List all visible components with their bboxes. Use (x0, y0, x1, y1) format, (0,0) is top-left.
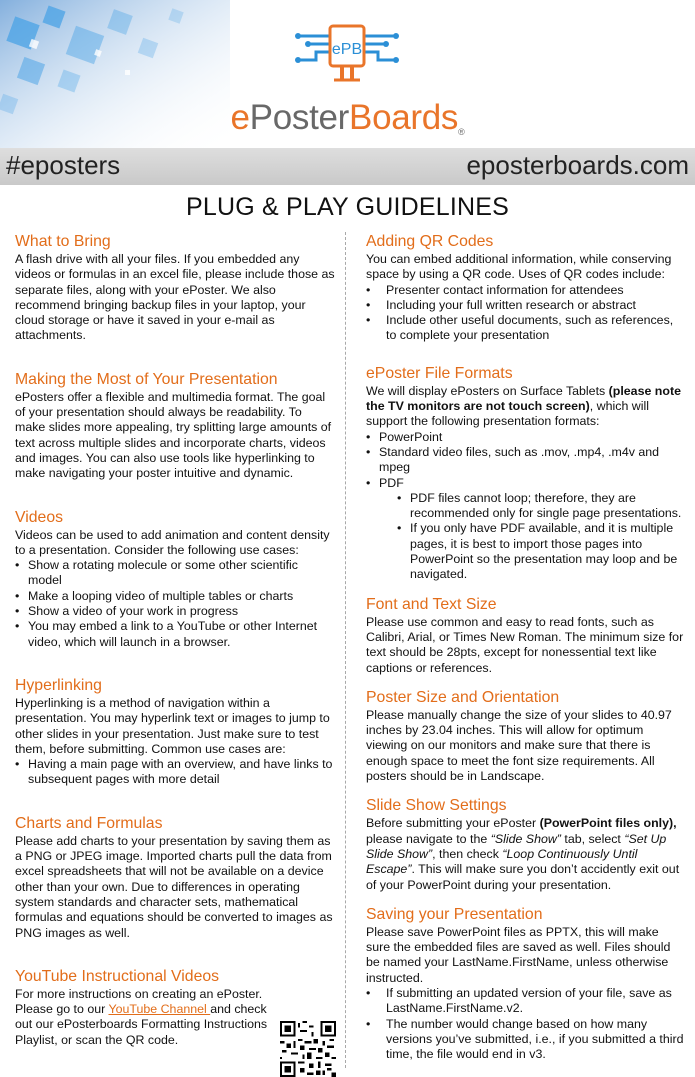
section-heading: YouTube Instructional Videos (15, 967, 220, 985)
body-emphasis: “Loop Continuously Until Escape” (366, 846, 638, 877)
section-heading: What to Bring (15, 233, 111, 250)
body-bold: (PowerPoint files only), (539, 816, 677, 831)
section-videos (15, 508, 335, 650)
list-item: • PowerPoint (366, 430, 686, 445)
section-body: Please add charts to your presentation by saving them as a PNG or JPEG image. Imported charts pull the data from excel spreadsheets that will not be available on a device other than your own. Due to differences in operating system standards and character sets, mathematical formulas and equations should be converted to images as PNG images as well. (15, 833, 333, 940)
section-heading: Poster Size and Orientation (366, 688, 560, 706)
list-item: • PDF files cannot loop; therefore, they are recommended only for single page presentations. (397, 491, 686, 522)
right-column (366, 232, 686, 1062)
body-text: please navigate to the (366, 831, 491, 846)
body-text: We will display ePosters on Surface Tablets (366, 383, 609, 398)
list-item: • You may embed a link to a YouTube or other Internet video, which will launch in a browser. (15, 619, 335, 650)
body-emphasis: “Slide Show” (490, 831, 561, 846)
brand-name (0, 98, 695, 138)
body-emphasis: “Set Up Slide Show” (366, 831, 667, 861)
section-body: Please save PowerPoint files as PPTX, this will make sure the embedded files are saved as well. Files should be named your LastName.FirstName, unless otherwise instructed. (366, 924, 671, 985)
body-text: Before submitting your ePoster (366, 816, 540, 831)
section-qr-codes (366, 232, 686, 344)
list-item: • If submitting an updated version of your file, save as LastName.FirstName.v2. (366, 986, 686, 1017)
section-heading: ePoster File Formats (366, 364, 513, 382)
section-body: A flash drive with all your files. If you embedded any videos or formulas in an excel file, please include those as separate files, along with your ePoster. We also recommend bringing backup files in your laptop, your cloud storage or have it saved in your e-mail as attachments. (15, 252, 335, 343)
body-text: tab, select (560, 831, 625, 846)
section-font-size (366, 595, 686, 676)
section-body (15, 987, 277, 1048)
list-item: • PDF (366, 476, 686, 491)
list-item: • Including your full written research or abstract (366, 298, 686, 313)
hashtag-band (0, 148, 695, 185)
section-body: ePosters offer a flexible and multimedia format. The goal of your presentation should always be readability. To make slides more appealing, try splitting large amounts of text across multiple slides and incorporate charts, videos and images. You can also use tools like hyperlinking to make navigating your poster intuitive and dynamic. (15, 389, 332, 481)
brand-name-poster: Poster (249, 98, 350, 137)
section-heading: Saving your Presentation (366, 905, 543, 923)
youtube-text-after: and check out our ePosterboards Formatting Instructions Playlist, or scan the QR code. (15, 1002, 268, 1047)
section-body (366, 384, 686, 430)
section-slideshow (366, 796, 686, 892)
section-body: Please manually change the size of your slides to 40.97 inches by 23.04 inches. This will allow for optimum viewing on our monitors and make sure that there is enough space to meet the font size requirements. All posters should be in Landscape. (366, 707, 672, 784)
section-heading: Slide Show Settings (366, 797, 507, 815)
section-body: You can embed additional information, while conserving space by using a QR code. Uses of QR codes include: (366, 252, 672, 282)
body-bold-note: (please note the TV monitors are not touch screen) (366, 383, 681, 414)
section-poster-size (366, 688, 686, 784)
list-item: • Show a rotating molecule or some other scientific model (15, 558, 335, 589)
body-text: , then check (432, 846, 503, 861)
section-heading: Charts and Formulas (15, 814, 163, 832)
section-charts-formulas (15, 814, 335, 941)
list-item: • Make a looping video of multiple tables or charts (15, 589, 335, 604)
section-body: Please use common and easy to read fonts, such as Calibri, Arial, or Times New Roman. The minimum size for text should be 28pts, except for nonessential text like captions or references. (366, 614, 684, 675)
section-saving (366, 905, 686, 1063)
website-link[interactable]: eposterboards.com (466, 150, 689, 180)
section-heading: Font and Text Size (366, 595, 497, 613)
section-heading: Videos (15, 508, 64, 526)
section-heading: Hyperlinking (15, 676, 102, 694)
left-column (15, 232, 335, 1048)
section-body: Videos can be used to add animation and content density to a presentation. Consider the following use cases: (15, 527, 330, 557)
hashtag-text: #eposters (6, 150, 121, 180)
section-body (366, 816, 686, 892)
list-item: • Include other useful documents, such as references, to complete your presentation (366, 313, 686, 344)
section-what-to-bring (15, 232, 335, 344)
section-hyperlinking (15, 676, 335, 788)
section-heading: Making the Most of Your Presentation (15, 370, 278, 388)
list-item: • The number would change based on how many versions you’ve submitted, i.e., if you submitted a third time, the file would end in v3. (366, 1017, 686, 1063)
list-item: • If you only have PDF available, and it is multiple pages, it is best to import those pages into PowerPoint so the presentation may loop and be navigated. (397, 521, 686, 582)
section-heading: Adding QR Codes (366, 233, 494, 250)
brand-name-e: e (230, 98, 250, 137)
page-title: PLUG & PLAY GUIDELINES (185, 193, 510, 221)
youtube-channel-link[interactable]: YouTube Channel (108, 1002, 211, 1017)
header-area (0, 0, 695, 148)
youtube-text-before: For more instructions on creating an ePoster. Please go to our (15, 986, 263, 1017)
qr-code (280, 1021, 336, 1077)
list-item: • Presenter contact information for attendees (366, 283, 686, 298)
body-text: , which will support the following presentation formats: (366, 399, 649, 429)
registered-mark: ® (458, 127, 465, 137)
list-item: • Having a main page with an overview, and have links to subsequent pages with more detail (15, 757, 335, 788)
section-file-formats (366, 364, 686, 583)
list-item: • Show a video of your work in progress (15, 604, 335, 619)
logo-text: ePB (331, 41, 363, 58)
column-divider (345, 232, 346, 1068)
section-making-most (15, 370, 335, 482)
body-text: . This will make sure you don’t accidently exit out of your PowerPoint during your presentation. (366, 862, 680, 892)
list-item: • Standard video files, such as .mov, .mp4, .m4v and mpeg (366, 445, 686, 476)
logo-icon (290, 22, 404, 102)
section-body: Hyperlinking is a method of navigation within a presentation. You may hyperlink text or images to jump to other slides in your presentation. Just make sure to test them, before submitting. Common use cases are: (15, 695, 330, 756)
brand-name-boards: Boards (349, 98, 459, 137)
